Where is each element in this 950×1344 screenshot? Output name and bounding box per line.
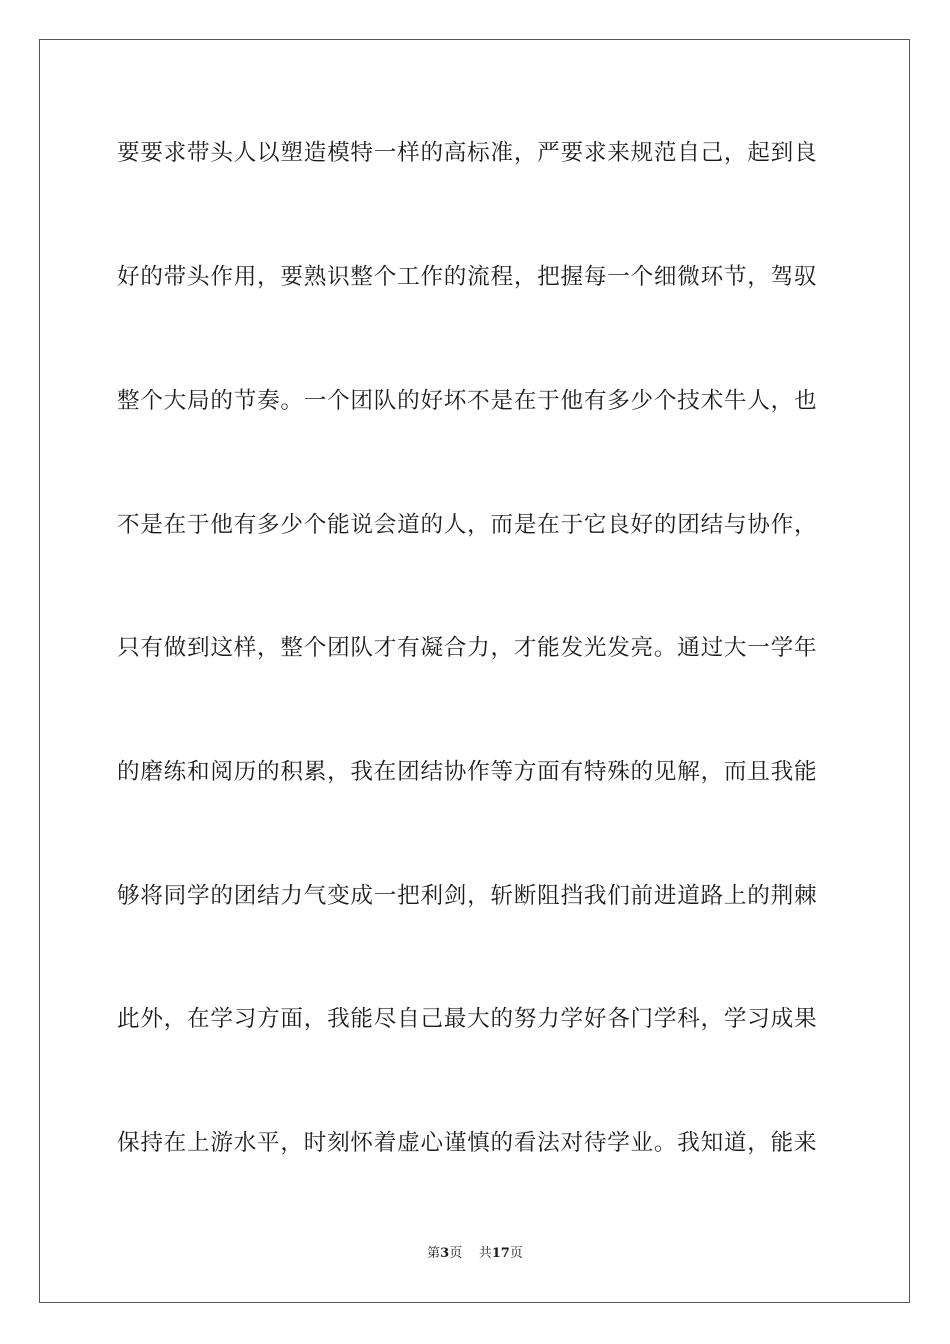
- text-line: 此外，在学习方面，我能尽自己最大的努力学好各门学科，学习成果: [117, 1006, 818, 1032]
- total-unit: 页: [509, 1246, 523, 1261]
- page-border: [39, 39, 910, 1303]
- text-line: 只有做到这样，整个团队才有凝合力，才能发光发亮。通过大一学年: [117, 635, 818, 661]
- page-unit: 页: [449, 1246, 463, 1261]
- page-total: 17: [491, 1246, 510, 1261]
- total-prefix: 共: [478, 1246, 492, 1261]
- text-line: 够将同学的团结力气变成一把利剑，斩断阻挡我们前进道路上的荆棘: [117, 883, 818, 909]
- text-line: 整个大局的节奏。一个团队的好坏不是在于他有多少个技术牛人，也: [117, 388, 818, 414]
- text-line: 不是在于他有多少个能说会道的人，而是在于它良好的团结与协作，: [117, 512, 818, 538]
- page-current: 3: [440, 1246, 450, 1261]
- text-line: 保持在上游水平，时刻怀着虚心谨慎的看法对待学业。我知道，能来: [117, 1130, 818, 1156]
- page-prefix: 第: [427, 1246, 441, 1261]
- text-line: 好的带头作用，要熟识整个工作的流程，把握每一个细微环节，驾驭: [117, 264, 818, 290]
- text-line: 要要求带头人以塑造模特一样的高标准，严要求来规范自己，起到良: [117, 140, 818, 166]
- page-footer: [0, 1245, 950, 1263]
- text-line: 的磨练和阅历的积累，我在团结协作等方面有特殊的见解，而且我能: [117, 759, 818, 785]
